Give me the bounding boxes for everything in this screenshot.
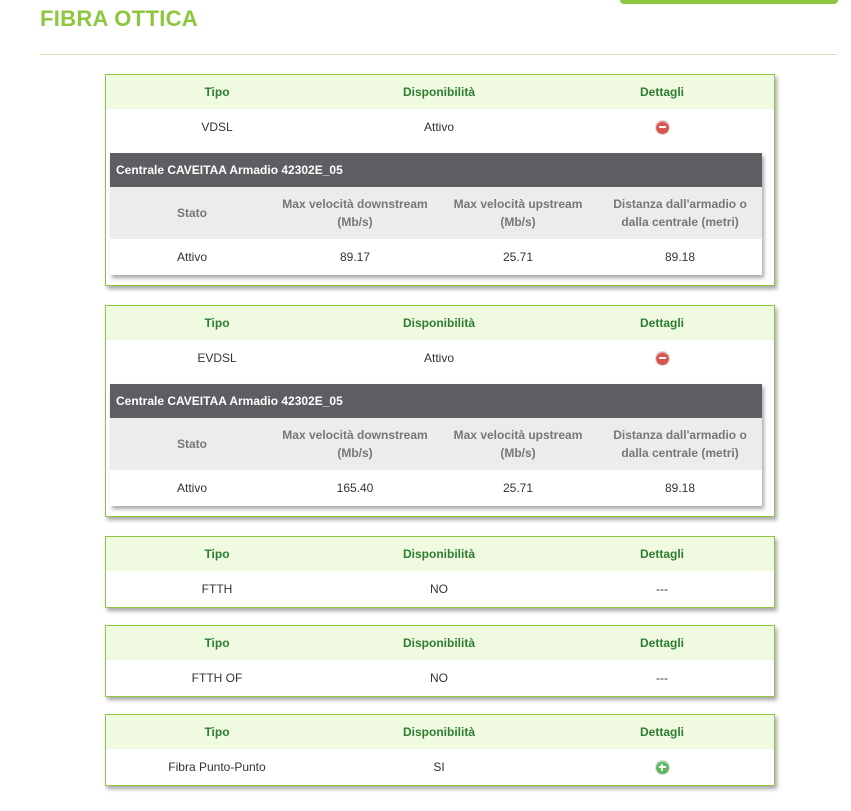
disponibilita-value: Attivo <box>423 351 454 365</box>
col-upstream: Max velocità upstream (Mb/s) <box>453 197 583 229</box>
col-downstream: Max velocità downstream (Mb/s) <box>282 197 428 229</box>
col-stato: Stato <box>177 437 207 451</box>
card-header <box>106 626 774 660</box>
card-row <box>106 749 774 785</box>
dettagli-value: --- <box>656 671 668 685</box>
col-distanza: Distanza dall'armadio o dalla centrale (metri) <box>613 197 747 229</box>
detail-column-headers <box>110 418 762 470</box>
service-card-evdsl <box>105 305 775 517</box>
collapse-icon[interactable] <box>656 121 669 134</box>
card-row <box>106 660 774 696</box>
downstream-value: 89.17 <box>339 250 371 264</box>
header-tipo: Tipo <box>204 316 230 330</box>
downstream-value: 165.40 <box>336 481 374 495</box>
header-tipo: Tipo <box>204 85 230 99</box>
title-divider <box>40 54 837 55</box>
card-header <box>106 537 774 571</box>
header-tipo: Tipo <box>204 725 230 739</box>
disponibilita-value: SI <box>433 760 445 774</box>
col-upstream: Max velocità upstream (Mb/s) <box>453 428 583 460</box>
tipo-value: FTTH <box>201 582 233 596</box>
card-row <box>106 340 774 376</box>
detail-panel <box>110 153 762 275</box>
header-dettagli: Dettagli <box>639 85 684 99</box>
detail-title: Centrale CAVEITAA Armadio 42302E_05 <box>110 384 762 418</box>
service-card-ftth <box>105 536 775 608</box>
card-header <box>106 75 774 109</box>
header-disponibilita: Disponibilità <box>403 636 475 650</box>
detail-row <box>110 239 762 275</box>
tipo-value: EVDSL <box>197 351 237 365</box>
header-dettagli: Dettagli <box>639 725 684 739</box>
card-row <box>106 571 774 607</box>
header-dettagli: Dettagli <box>639 316 684 330</box>
disponibilita-value: NO <box>430 671 448 685</box>
header-disponibilita: Disponibilità <box>403 725 475 739</box>
upstream-value: 25.71 <box>502 250 534 264</box>
col-stato: Stato <box>177 206 207 220</box>
tipo-value: VDSL <box>201 120 233 134</box>
detail-title: Centrale CAVEITAA Armadio 42302E_05 <box>110 153 762 187</box>
detail-panel <box>110 384 762 506</box>
card-header <box>106 306 774 340</box>
tipo-value: FTTH OF <box>191 671 243 685</box>
disponibilita-value: NO <box>430 582 448 596</box>
service-card-vdsl <box>105 74 775 286</box>
detail-column-headers <box>110 187 762 239</box>
service-card-fibra-punto-punto <box>105 714 775 786</box>
collapse-icon[interactable] <box>656 352 669 365</box>
col-distanza: Distanza dall'armadio o dalla centrale (metri) <box>613 428 747 460</box>
service-card-ftth-of <box>105 625 775 697</box>
top-nav-tab[interactable] <box>620 0 838 4</box>
page-title: FIBRA OTTICA <box>40 6 198 31</box>
tipo-value: Fibra Punto-Punto <box>168 760 266 774</box>
header-tipo: Tipo <box>204 547 230 561</box>
col-downstream: Max velocità downstream (Mb/s) <box>282 428 428 460</box>
stato-value: Attivo <box>176 481 207 495</box>
header-dettagli: Dettagli <box>639 636 684 650</box>
expand-icon[interactable] <box>656 761 669 774</box>
header-tipo: Tipo <box>204 636 230 650</box>
disponibilita-value: Attivo <box>423 120 454 134</box>
header-disponibilita: Disponibilità <box>403 316 475 330</box>
dettagli-value: --- <box>656 582 668 596</box>
detail-row <box>110 470 762 506</box>
card-row <box>106 109 774 145</box>
stato-value: Attivo <box>176 250 207 264</box>
header-disponibilita: Disponibilità <box>403 85 475 99</box>
header-dettagli: Dettagli <box>639 547 684 561</box>
upstream-value: 25.71 <box>502 481 534 495</box>
header-disponibilita: Disponibilità <box>403 547 475 561</box>
distanza-value: 89.18 <box>664 250 696 264</box>
distanza-value: 89.18 <box>664 481 696 495</box>
card-header <box>106 715 774 749</box>
